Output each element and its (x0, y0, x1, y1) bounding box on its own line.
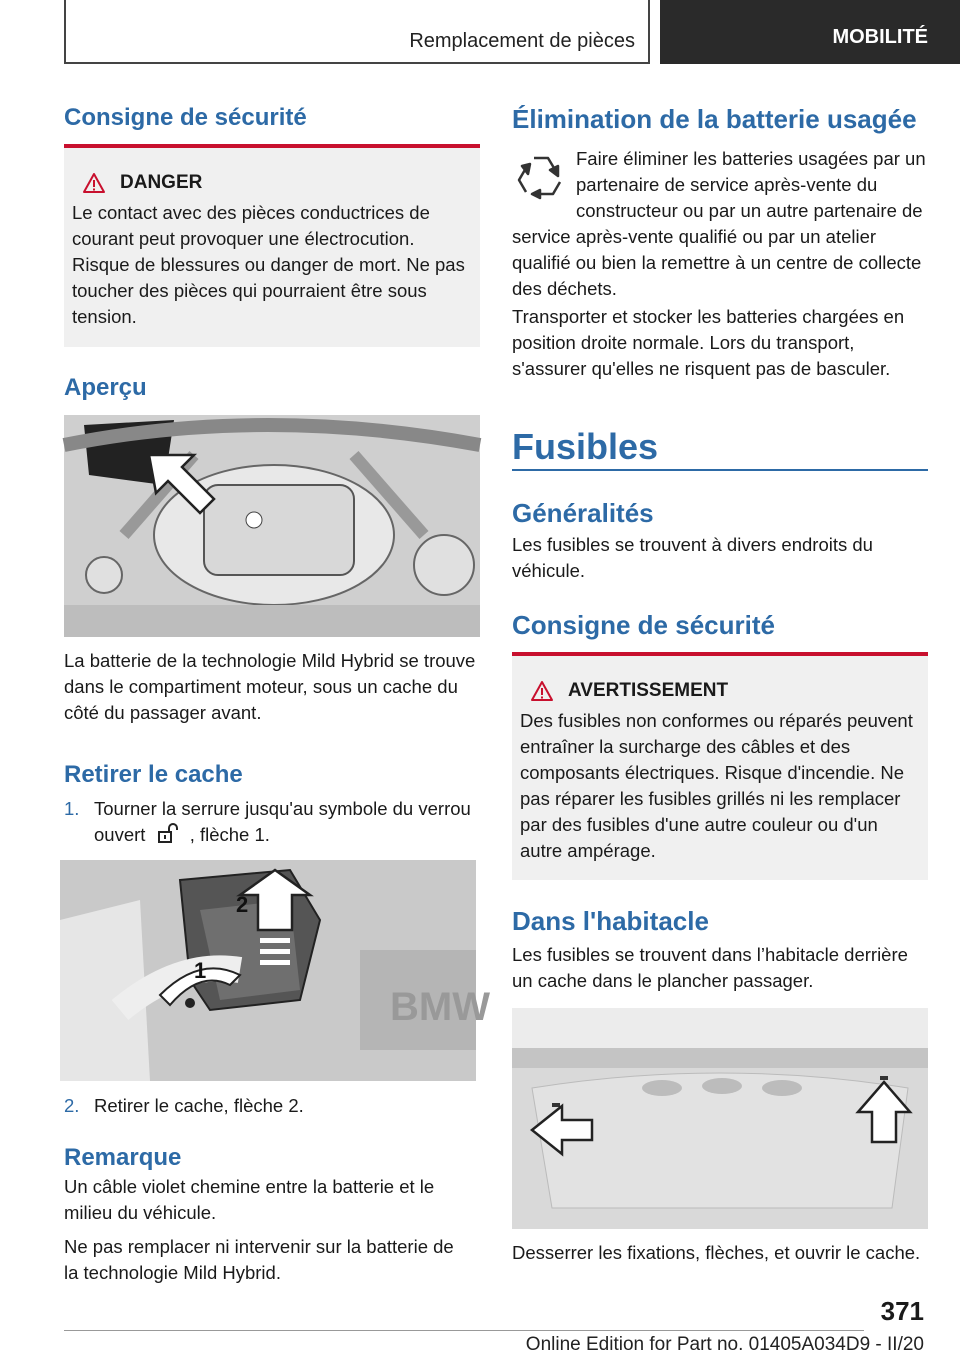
arrow-label-1: 1 (194, 958, 207, 983)
overview-text: La batterie de la technologie Mild Hybrid se trouve dans le compartiment moteur, sous un cache du côté du passager avant. (64, 650, 476, 723)
safety-heading-left: Consigne de sécurité (64, 104, 307, 131)
warning-triangle-icon (82, 172, 106, 194)
danger-box (64, 144, 480, 347)
edition-text: Online Edition for Part no. 01405A034D9 - II/20 (525, 1334, 924, 1355)
fuses-rule (512, 469, 928, 471)
cabin-text: Les fusibles se trouvent dans l’habitacle derrière un cache dans le plancher passager. (512, 944, 908, 991)
step-number: 2. (64, 1095, 80, 1116)
header-chapter-tab: MOBILITÉ (660, 0, 960, 64)
disposal-heading: Élimination de la batterie usagée (512, 104, 917, 134)
danger-title-row (72, 172, 472, 194)
disposal-paragraph-1 (512, 146, 928, 302)
safety-heading-right: Consigne de sécurité (512, 610, 775, 640)
cabin-floor-photo (512, 1008, 928, 1229)
header-section-title: Remplacement de pièces (409, 30, 635, 52)
general-text: Les fusibles se trouvent à divers endroits du véhicule. (512, 534, 873, 581)
page-number: 371 (880, 1296, 924, 1326)
svg-text:BMW: BMW (390, 985, 490, 1029)
warning-triangle-icon (530, 680, 554, 702)
step-1-text-b: , flèche 1. (189, 824, 270, 845)
step-2 (64, 1093, 480, 1119)
cabin-caption: Desserrer les fixations, flèches, et ouvrir le cache. (512, 1242, 921, 1263)
step-1-text-a: Tourner la serrure jusqu'au symbole du verrou ouvert (94, 798, 471, 845)
note-paragraph-2: Ne pas remplacer ni intervenir sur la batterie de la technologie Mild Hybrid. (64, 1236, 454, 1283)
note-paragraph-1: Un câble violet chemine entre la batterie et le milieu du véhicule. (64, 1176, 435, 1223)
header-rule-right (648, 0, 650, 64)
danger-title: DANGER (120, 172, 203, 193)
step-2-text: Retirer le cache, flèche 2. (94, 1095, 304, 1116)
disposal-paragraph-2: Transporter et stocker les batteries chargées en position droite normale. Lors du transport, s'assurer qu'elles ne risquent pas de basculer. (512, 306, 905, 379)
arrow-label-2: 2 (236, 892, 249, 917)
warning-box (512, 652, 928, 880)
general-heading: Généralités (512, 498, 654, 528)
step-1 (64, 796, 480, 848)
step-number: 1. (64, 798, 80, 819)
disposal-text-1: Faire éliminer les batteries usagées par un partenaire de service après-vente du constructeur ou par un autre partenaire de service après-vente qualifié ou par un atelier qualifié ou bien la remettre à un centre de collecte des déchets. (512, 148, 926, 299)
engine-bay-photo (64, 415, 480, 637)
header-rule-left (64, 0, 66, 64)
remove-cover-heading: Retirer le cache (64, 761, 243, 788)
fuses-heading: Fusibles (512, 426, 659, 467)
danger-text: Le contact avec des pièces conductrices de courant peut provoquer une électrocution. Risque de blessures ou danger de mort. Ne pas toucher des pièces qui pourraient être sous tension. (72, 202, 465, 327)
battery-cover-photo (60, 860, 490, 1081)
note-heading: Remarque (64, 1144, 182, 1171)
header-rule-bottom (64, 62, 650, 64)
footer-rule (64, 1330, 864, 1331)
warning-title-row (520, 680, 920, 702)
warning-text: Des fusibles non conformes ou réparés peuvent entraîner la surcharge des câbles et des composants électriques. Risque d'incendie. Ne pas réparer les fusibles grillés ni les remplacer par des fusibles d'une autre couleur ou d'un autre ampérage. (520, 710, 913, 861)
unlocked-padlock-icon (155, 822, 181, 844)
cabin-heading: Dans l'habitacle (512, 906, 709, 936)
overview-heading: Aperçu (64, 374, 147, 401)
warning-title: AVERTISSEMENT (568, 680, 729, 701)
